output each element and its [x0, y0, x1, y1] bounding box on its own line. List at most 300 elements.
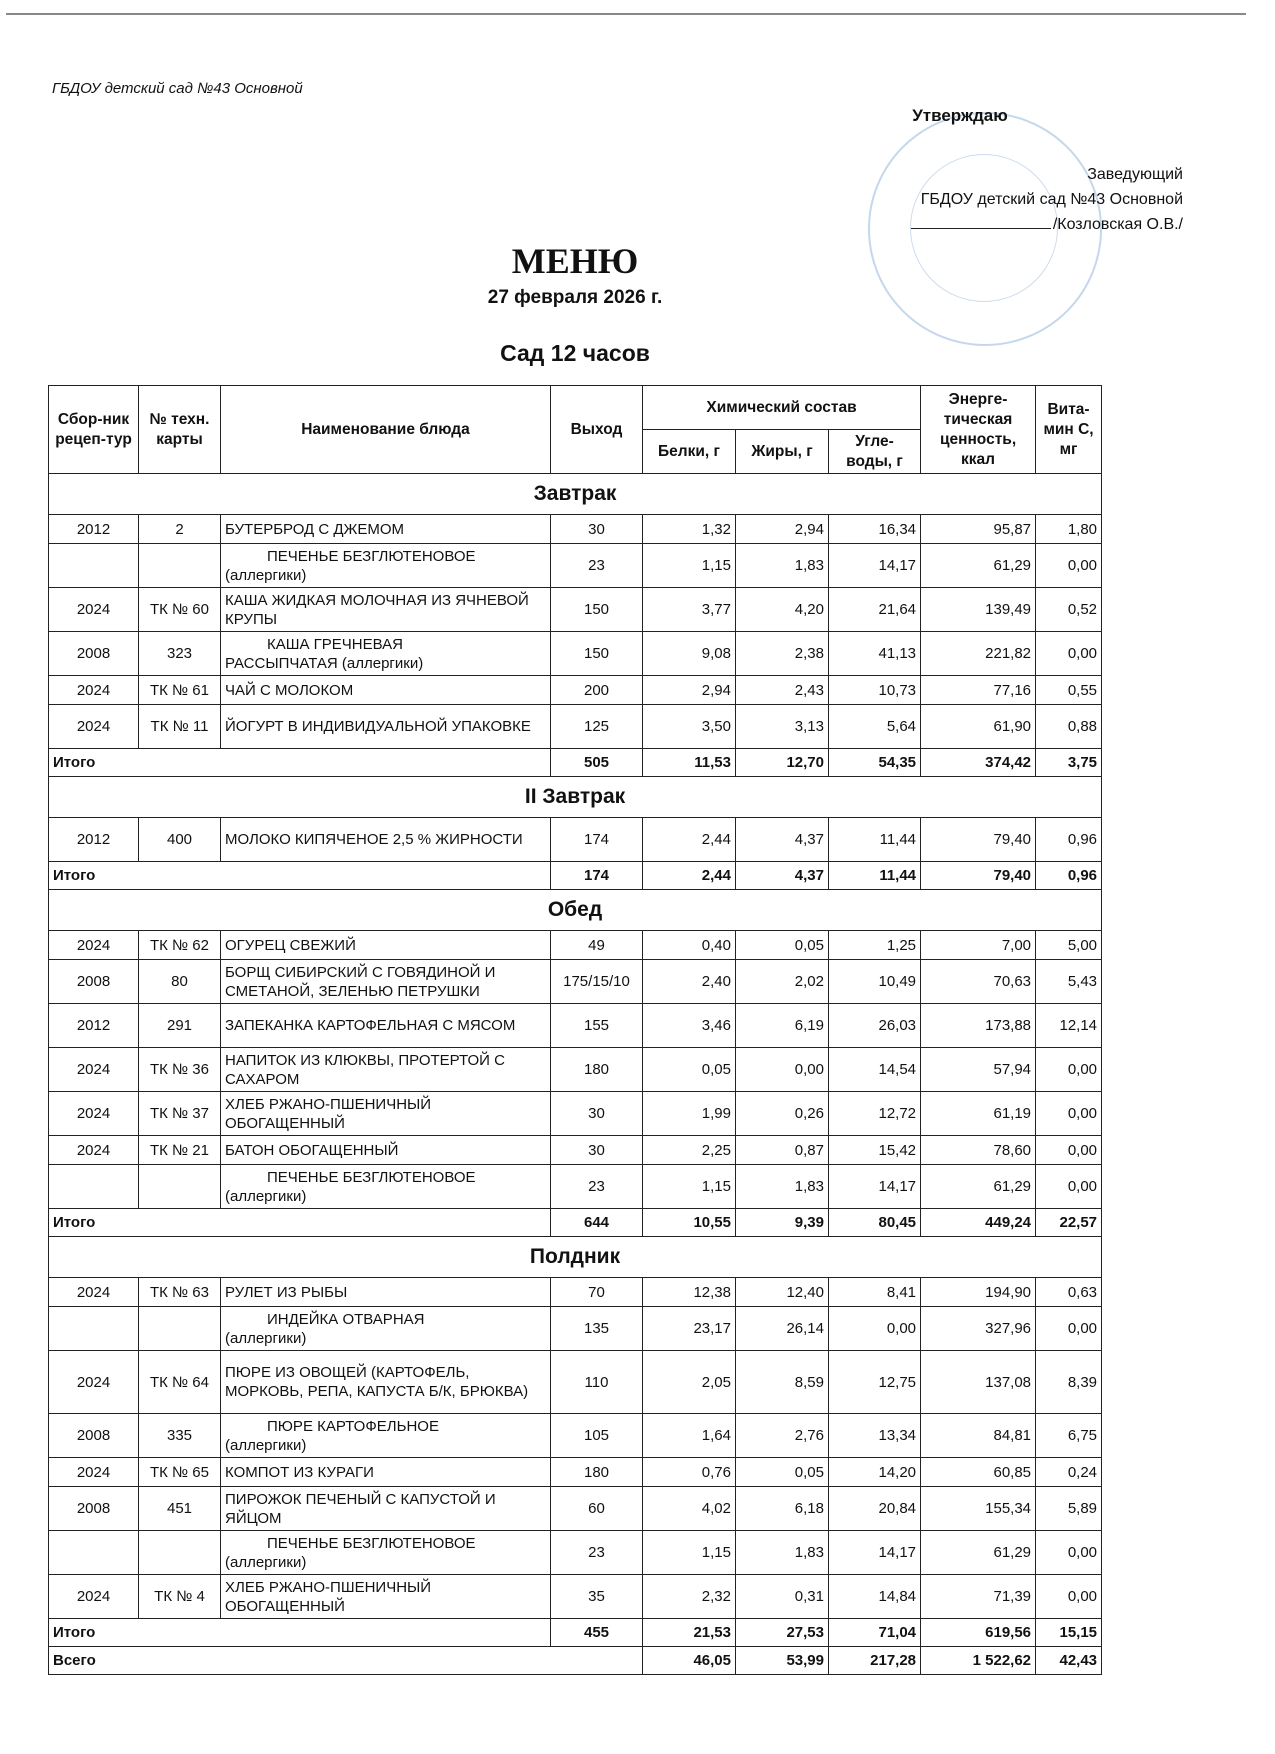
yield-value: 174: [551, 818, 643, 862]
signature-line-row: [911, 212, 1183, 237]
total-label: Итого: [49, 1619, 551, 1647]
dish-name: ХЛЕБ РЖАНО-ПШЕНИЧНЫЙ ОБОГАЩЕННЫЙ: [221, 1092, 551, 1136]
dish-name-note: (аллергики): [225, 566, 307, 584]
energy-value: 60,85: [921, 1458, 1036, 1487]
grand-total-fat: 53,99: [736, 1647, 829, 1675]
carbs-value: 12,72: [829, 1092, 921, 1136]
carbs-value: 11,44: [829, 818, 921, 862]
total-carbs: 80,45: [829, 1209, 921, 1237]
protein-value: 2,32: [643, 1575, 736, 1619]
vitamin-c-value: 0,00: [1036, 1092, 1102, 1136]
section-total-row: [49, 1619, 1102, 1647]
dish-name-main: ПЕЧЕНЬЕ БЕЗГЛЮТЕНОВОЕ: [267, 1168, 476, 1186]
section-header-row: [49, 1237, 1102, 1278]
section-header-row: [49, 890, 1102, 931]
dish-name-main: ПЕЧЕНЬЕ БЕЗГЛЮТЕНОВОЕ: [267, 547, 476, 565]
dish-name-note: (аллергики): [225, 1187, 307, 1205]
carbs-value: 14,84: [829, 1575, 921, 1619]
menu-table-body: [49, 474, 1102, 1675]
fat-value: 0,05: [736, 931, 829, 960]
vitamin-c-value: 0,00: [1036, 1531, 1102, 1575]
vitamin-c-value: 0,00: [1036, 1136, 1102, 1165]
carbs-value: 14,17: [829, 1531, 921, 1575]
carbs-value: 1,25: [829, 931, 921, 960]
tech-card-number: [139, 1165, 221, 1209]
carbs-value: 14,20: [829, 1458, 921, 1487]
yield-value: 23: [551, 544, 643, 588]
dish-name: ОГУРЕЦ СВЕЖИЙ: [221, 931, 551, 960]
yield-value: 49: [551, 931, 643, 960]
protein-value: 1,99: [643, 1092, 736, 1136]
dish-name: [221, 1531, 551, 1575]
carbs-value: 14,54: [829, 1048, 921, 1092]
fat-value: 2,43: [736, 676, 829, 705]
recipe-collection: 2024: [49, 1136, 139, 1165]
total-yield: 644: [551, 1209, 643, 1237]
yield-value: 60: [551, 1487, 643, 1531]
carbs-value: 15,42: [829, 1136, 921, 1165]
total-label: Итого: [49, 1209, 551, 1237]
energy-value: 84,81: [921, 1414, 1036, 1458]
tech-card-number: ТК № 61: [139, 676, 221, 705]
section-total-row: [49, 862, 1102, 890]
tech-card-number: [139, 1307, 221, 1351]
total-fat: 4,37: [736, 862, 829, 890]
vitamin-c-value: 5,00: [1036, 931, 1102, 960]
vitamin-c-value: 0,00: [1036, 1165, 1102, 1209]
protein-value: 2,05: [643, 1351, 736, 1414]
energy-value: 61,90: [921, 705, 1036, 749]
protein-value: 2,44: [643, 818, 736, 862]
total-carbs: 11,44: [829, 862, 921, 890]
vitamin-c-value: 8,39: [1036, 1351, 1102, 1414]
recipe-collection: 2012: [49, 1004, 139, 1048]
grand-total-label: Всего: [49, 1647, 643, 1675]
table-row: [49, 632, 1102, 676]
approval-label: Утверждаю: [912, 106, 1008, 125]
yield-value: 23: [551, 1165, 643, 1209]
table-row: [49, 960, 1102, 1004]
fat-value: 0,31: [736, 1575, 829, 1619]
dish-name: МОЛОКО КИПЯЧЕНОЕ 2,5 % ЖИРНОСТИ: [221, 818, 551, 862]
vitamin-c-value: 0,00: [1036, 632, 1102, 676]
total-yield: 455: [551, 1619, 643, 1647]
carbs-value: 13,34: [829, 1414, 921, 1458]
protein-value: 3,77: [643, 588, 736, 632]
protein-value: 1,32: [643, 515, 736, 544]
vitamin-c-value: 1,80: [1036, 515, 1102, 544]
yield-value: 30: [551, 1092, 643, 1136]
vitamin-c-value: 0,55: [1036, 676, 1102, 705]
dish-name: ПЮРЕ ИЗ ОВОЩЕЙ (КАРТОФЕЛЬ, МОРКОВЬ, РЕПА, КАПУСТА Б/К, БРЮКВА): [221, 1351, 551, 1414]
dish-name: [221, 632, 551, 676]
yield-value: 200: [551, 676, 643, 705]
protein-value: 2,40: [643, 960, 736, 1004]
fat-value: 12,40: [736, 1278, 829, 1307]
protein-value: 3,46: [643, 1004, 736, 1048]
recipe-collection: 2024: [49, 931, 139, 960]
energy-value: 70,63: [921, 960, 1036, 1004]
energy-value: 71,39: [921, 1575, 1036, 1619]
fat-value: 0,05: [736, 1458, 829, 1487]
total-vitamin-c: 0,96: [1036, 862, 1102, 890]
signature-block: [911, 162, 1183, 237]
energy-value: 221,82: [921, 632, 1036, 676]
table-row: [49, 1278, 1102, 1307]
table-row: [49, 1048, 1102, 1092]
total-vitamin-c: 22,57: [1036, 1209, 1102, 1237]
recipe-collection: 2024: [49, 1048, 139, 1092]
protein-value: 4,02: [643, 1487, 736, 1531]
grand-total-energy: 1 522,62: [921, 1647, 1036, 1675]
tech-card-number: ТК № 4: [139, 1575, 221, 1619]
vitamin-c-value: 0,63: [1036, 1278, 1102, 1307]
table-row: [49, 1351, 1102, 1414]
dish-name-note: РАССЫПЧАТАЯ (аллергики): [225, 654, 424, 672]
total-protein: 11,53: [643, 749, 736, 777]
recipe-collection: 2024: [49, 1351, 139, 1414]
vitamin-c-value: 5,89: [1036, 1487, 1102, 1531]
vitamin-c-value: 0,00: [1036, 544, 1102, 588]
grand-total-carbs: 217,28: [829, 1647, 921, 1675]
dish-name-note: (аллергики): [225, 1436, 307, 1454]
tech-card-number: ТК № 37: [139, 1092, 221, 1136]
section-title: Обед: [49, 890, 1102, 931]
tech-card-number: 80: [139, 960, 221, 1004]
section-header-row: [49, 474, 1102, 515]
dish-name: [221, 1414, 551, 1458]
energy-value: 61,29: [921, 544, 1036, 588]
energy-value: 57,94: [921, 1048, 1036, 1092]
total-fat: 27,53: [736, 1619, 829, 1647]
table-row: [49, 1487, 1102, 1531]
carbs-value: 16,34: [829, 515, 921, 544]
grand-total-protein: 46,05: [643, 1647, 736, 1675]
dish-name-main: ИНДЕЙКА ОТВАРНАЯ: [267, 1310, 425, 1328]
tech-card-number: ТК № 21: [139, 1136, 221, 1165]
energy-value: 139,49: [921, 588, 1036, 632]
carbs-value: 8,41: [829, 1278, 921, 1307]
tech-card-number: ТК № 62: [139, 931, 221, 960]
energy-value: 77,16: [921, 676, 1036, 705]
yield-value: 30: [551, 1136, 643, 1165]
recipe-collection: 2024: [49, 1278, 139, 1307]
dish-name-note: (аллергики): [225, 1553, 307, 1571]
total-yield: 505: [551, 749, 643, 777]
yield-value: 105: [551, 1414, 643, 1458]
protein-value: 23,17: [643, 1307, 736, 1351]
vitamin-c-value: 0,96: [1036, 818, 1102, 862]
yield-value: 150: [551, 632, 643, 676]
vitamin-c-value: 0,00: [1036, 1575, 1102, 1619]
col-header-dish: Наименование блюда: [221, 386, 551, 474]
carbs-value: 14,17: [829, 1165, 921, 1209]
energy-value: 7,00: [921, 931, 1036, 960]
dish-name: БУТЕРБРОД С ДЖЕМОМ: [221, 515, 551, 544]
tech-card-number: ТК № 60: [139, 588, 221, 632]
total-protein: 2,44: [643, 862, 736, 890]
col-header-collection: Сбор-ник рецеп-тур: [49, 386, 139, 474]
recipe-collection: 2012: [49, 515, 139, 544]
vitamin-c-value: 12,14: [1036, 1004, 1102, 1048]
dish-name: БАТОН ОБОГАЩЕННЫЙ: [221, 1136, 551, 1165]
recipe-collection: [49, 1307, 139, 1351]
dish-name: РУЛЕТ ИЗ РЫБЫ: [221, 1278, 551, 1307]
fat-value: 1,83: [736, 544, 829, 588]
fat-value: 2,38: [736, 632, 829, 676]
recipe-collection: 2024: [49, 1458, 139, 1487]
dish-name: ПИРОЖОК ПЕЧЕНЫЙ С КАПУСТОЙ И ЯЙЦОМ: [221, 1487, 551, 1531]
vitamin-c-value: 0,00: [1036, 1048, 1102, 1092]
dish-name: КАША ЖИДКАЯ МОЛОЧНАЯ ИЗ ЯЧНЕВОЙ КРУПЫ: [221, 588, 551, 632]
protein-value: 0,40: [643, 931, 736, 960]
vitamin-c-value: 5,43: [1036, 960, 1102, 1004]
fat-value: 2,76: [736, 1414, 829, 1458]
signatory-name: /Козловская О.В./: [1052, 216, 1183, 233]
fat-value: 6,18: [736, 1487, 829, 1531]
tech-card-number: [139, 544, 221, 588]
protein-value: 3,50: [643, 705, 736, 749]
carbs-value: 20,84: [829, 1487, 921, 1531]
protein-value: 1,15: [643, 1531, 736, 1575]
tech-card-number: ТК № 64: [139, 1351, 221, 1414]
recipe-collection: 2024: [49, 1575, 139, 1619]
tech-card-number: 451: [139, 1487, 221, 1531]
tech-card-number: 335: [139, 1414, 221, 1458]
fat-value: 26,14: [736, 1307, 829, 1351]
dish-name: ЙОГУРТ В ИНДИВИДУАЛЬНОЙ УПАКОВКЕ: [221, 705, 551, 749]
carbs-value: 5,64: [829, 705, 921, 749]
energy-value: 79,40: [921, 818, 1036, 862]
dish-name-main: ПЕЧЕНЬЕ БЕЗГЛЮТЕНОВОЕ: [267, 1534, 476, 1552]
fat-value: 4,20: [736, 588, 829, 632]
carbs-value: 26,03: [829, 1004, 921, 1048]
section-title: Полдник: [49, 1237, 1102, 1278]
protein-value: 9,08: [643, 632, 736, 676]
energy-value: 95,87: [921, 515, 1036, 544]
recipe-collection: [49, 1531, 139, 1575]
fat-value: 0,87: [736, 1136, 829, 1165]
table-row: [49, 676, 1102, 705]
carbs-value: 10,49: [829, 960, 921, 1004]
energy-value: 137,08: [921, 1351, 1036, 1414]
total-yield: 174: [551, 862, 643, 890]
menu-date: 27 февраля 2026 г.: [487, 287, 663, 308]
energy-value: 155,34: [921, 1487, 1036, 1531]
fat-value: 0,26: [736, 1092, 829, 1136]
fat-value: 8,59: [736, 1351, 829, 1414]
yield-value: 23: [551, 1531, 643, 1575]
table-row: [49, 588, 1102, 632]
total-vitamin-c: 3,75: [1036, 749, 1102, 777]
table-row: [49, 1531, 1102, 1575]
total-label: Итого: [49, 862, 551, 890]
col-header-chemical-composition: Химический состав: [643, 386, 921, 430]
energy-value: 61,29: [921, 1165, 1036, 1209]
energy-value: 61,29: [921, 1531, 1036, 1575]
dish-name: ЗАПЕКАНКА КАРТОФЕЛЬНАЯ С МЯСОМ: [221, 1004, 551, 1048]
total-fat: 9,39: [736, 1209, 829, 1237]
vitamin-c-value: 0,88: [1036, 705, 1102, 749]
fat-value: 6,19: [736, 1004, 829, 1048]
yield-value: 175/15/10: [551, 960, 643, 1004]
total-fat: 12,70: [736, 749, 829, 777]
carbs-value: 0,00: [829, 1307, 921, 1351]
tech-card-number: 323: [139, 632, 221, 676]
document-title: МЕНЮ: [511, 241, 639, 281]
menu-table: [48, 385, 1102, 1675]
col-header-yield: Выход: [551, 386, 643, 474]
vitamin-c-value: 0,00: [1036, 1307, 1102, 1351]
table-row: [49, 1575, 1102, 1619]
recipe-collection: 2024: [49, 1092, 139, 1136]
protein-value: 0,76: [643, 1458, 736, 1487]
dish-name: ХЛЕБ РЖАНО-ПШЕНИЧНЫЙ ОБОГАЩЕННЫЙ: [221, 1575, 551, 1619]
vitamin-c-value: 0,52: [1036, 588, 1102, 632]
dish-name: КОМПОТ ИЗ КУРАГИ: [221, 1458, 551, 1487]
tech-card-number: 2: [139, 515, 221, 544]
recipe-collection: 2024: [49, 676, 139, 705]
grand-total-vitamin-c: 42,43: [1036, 1647, 1102, 1675]
carbs-value: 41,13: [829, 632, 921, 676]
yield-value: 125: [551, 705, 643, 749]
energy-value: 327,96: [921, 1307, 1036, 1351]
tech-card-number: ТК № 11: [139, 705, 221, 749]
col-header-tech-card: № техн. карты: [139, 386, 221, 474]
recipe-collection: 2008: [49, 632, 139, 676]
dish-name-note: (аллергики): [225, 1329, 307, 1347]
total-protein: 21,53: [643, 1619, 736, 1647]
yield-value: 135: [551, 1307, 643, 1351]
yield-value: 150: [551, 588, 643, 632]
fat-value: 0,00: [736, 1048, 829, 1092]
section-title: Завтрак: [49, 474, 1102, 515]
total-energy: 449,24: [921, 1209, 1036, 1237]
total-carbs: 54,35: [829, 749, 921, 777]
total-energy: 374,42: [921, 749, 1036, 777]
table-row: [49, 515, 1102, 544]
total-energy: 79,40: [921, 862, 1036, 890]
carbs-value: 21,64: [829, 588, 921, 632]
dish-name-main: КАША ГРЕЧНЕВАЯ: [267, 635, 403, 653]
table-row: [49, 1307, 1102, 1351]
table-row: [49, 931, 1102, 960]
col-header-vitamin-c: Вита-мин С, мг: [1036, 386, 1102, 474]
fat-value: 1,83: [736, 1531, 829, 1575]
fat-value: 3,13: [736, 705, 829, 749]
recipe-collection: [49, 1165, 139, 1209]
section-header-row: [49, 777, 1102, 818]
energy-value: 78,60: [921, 1136, 1036, 1165]
table-row: [49, 818, 1102, 862]
tech-card-number: ТК № 63: [139, 1278, 221, 1307]
recipe-collection: [49, 544, 139, 588]
carbs-value: 12,75: [829, 1351, 921, 1414]
total-energy: 619,56: [921, 1619, 1036, 1647]
total-vitamin-c: 15,15: [1036, 1619, 1102, 1647]
tech-card-number: ТК № 36: [139, 1048, 221, 1092]
energy-value: 194,90: [921, 1278, 1036, 1307]
recipe-collection: 2012: [49, 818, 139, 862]
col-header-energy: Энерге-тическая ценность, ккал: [921, 386, 1036, 474]
fat-value: 2,94: [736, 515, 829, 544]
dish-name: [221, 1165, 551, 1209]
dish-name: БОРЩ СИБИРСКИЙ С ГОВЯДИНОЙ И СМЕТАНОЙ, ЗЕЛЕНЬЮ ПЕТРУШКИ: [221, 960, 551, 1004]
grand-total-row: [49, 1647, 1102, 1675]
yield-value: 180: [551, 1458, 643, 1487]
carbs-value: 14,17: [829, 544, 921, 588]
tech-card-number: 291: [139, 1004, 221, 1048]
table-row: [49, 1458, 1102, 1487]
table-row: [49, 1136, 1102, 1165]
yield-value: 35: [551, 1575, 643, 1619]
protein-value: 12,38: [643, 1278, 736, 1307]
section-total-row: [49, 1209, 1102, 1237]
dish-name-main: ПЮРЕ КАРТОФЕЛЬНОЕ: [267, 1417, 439, 1435]
signatory-position: Заведующий: [1087, 166, 1183, 183]
table-row: [49, 1414, 1102, 1458]
vitamin-c-value: 6,75: [1036, 1414, 1102, 1458]
section-total-row: [49, 749, 1102, 777]
total-carbs: 71,04: [829, 1619, 921, 1647]
recipe-collection: 2008: [49, 1487, 139, 1531]
tech-card-number: [139, 1531, 221, 1575]
table-row: [49, 1092, 1102, 1136]
dish-name: [221, 544, 551, 588]
protein-value: 1,64: [643, 1414, 736, 1458]
signatory-institution: ГБДОУ детский сад №43 Основной: [920, 191, 1183, 208]
page-top-border: [6, 13, 1246, 15]
col-header-protein: Белки, г: [643, 430, 736, 474]
table-row: [49, 705, 1102, 749]
recipe-collection: 2024: [49, 705, 139, 749]
carbs-value: 10,73: [829, 676, 921, 705]
energy-value: 173,88: [921, 1004, 1036, 1048]
protein-value: 2,94: [643, 676, 736, 705]
energy-value: 61,19: [921, 1092, 1036, 1136]
total-protein: 10,55: [643, 1209, 736, 1237]
tech-card-number: ТК № 65: [139, 1458, 221, 1487]
recipe-collection: 2024: [49, 588, 139, 632]
yield-value: 30: [551, 515, 643, 544]
dish-name: ЧАЙ С МОЛОКОМ: [221, 676, 551, 705]
vitamin-c-value: 0,24: [1036, 1458, 1102, 1487]
protein-value: 0,05: [643, 1048, 736, 1092]
protein-value: 1,15: [643, 1165, 736, 1209]
section-title: II Завтрак: [49, 777, 1102, 818]
signature-line: [911, 212, 1051, 229]
table-row: [49, 1165, 1102, 1209]
dish-name: [221, 1307, 551, 1351]
table-row: [49, 1004, 1102, 1048]
col-header-carbs: Угле-воды, г: [829, 430, 921, 474]
protein-value: 2,25: [643, 1136, 736, 1165]
group-label: Сад 12 часов: [500, 340, 650, 366]
protein-value: 1,15: [643, 544, 736, 588]
yield-value: 180: [551, 1048, 643, 1092]
recipe-collection: 2008: [49, 1414, 139, 1458]
recipe-collection: 2008: [49, 960, 139, 1004]
tech-card-number: 400: [139, 818, 221, 862]
yield-value: 70: [551, 1278, 643, 1307]
yield-value: 155: [551, 1004, 643, 1048]
yield-value: 110: [551, 1351, 643, 1414]
fat-value: 2,02: [736, 960, 829, 1004]
fat-value: 4,37: [736, 818, 829, 862]
table-row: [49, 544, 1102, 588]
col-header-fat: Жиры, г: [736, 430, 829, 474]
fat-value: 1,83: [736, 1165, 829, 1209]
